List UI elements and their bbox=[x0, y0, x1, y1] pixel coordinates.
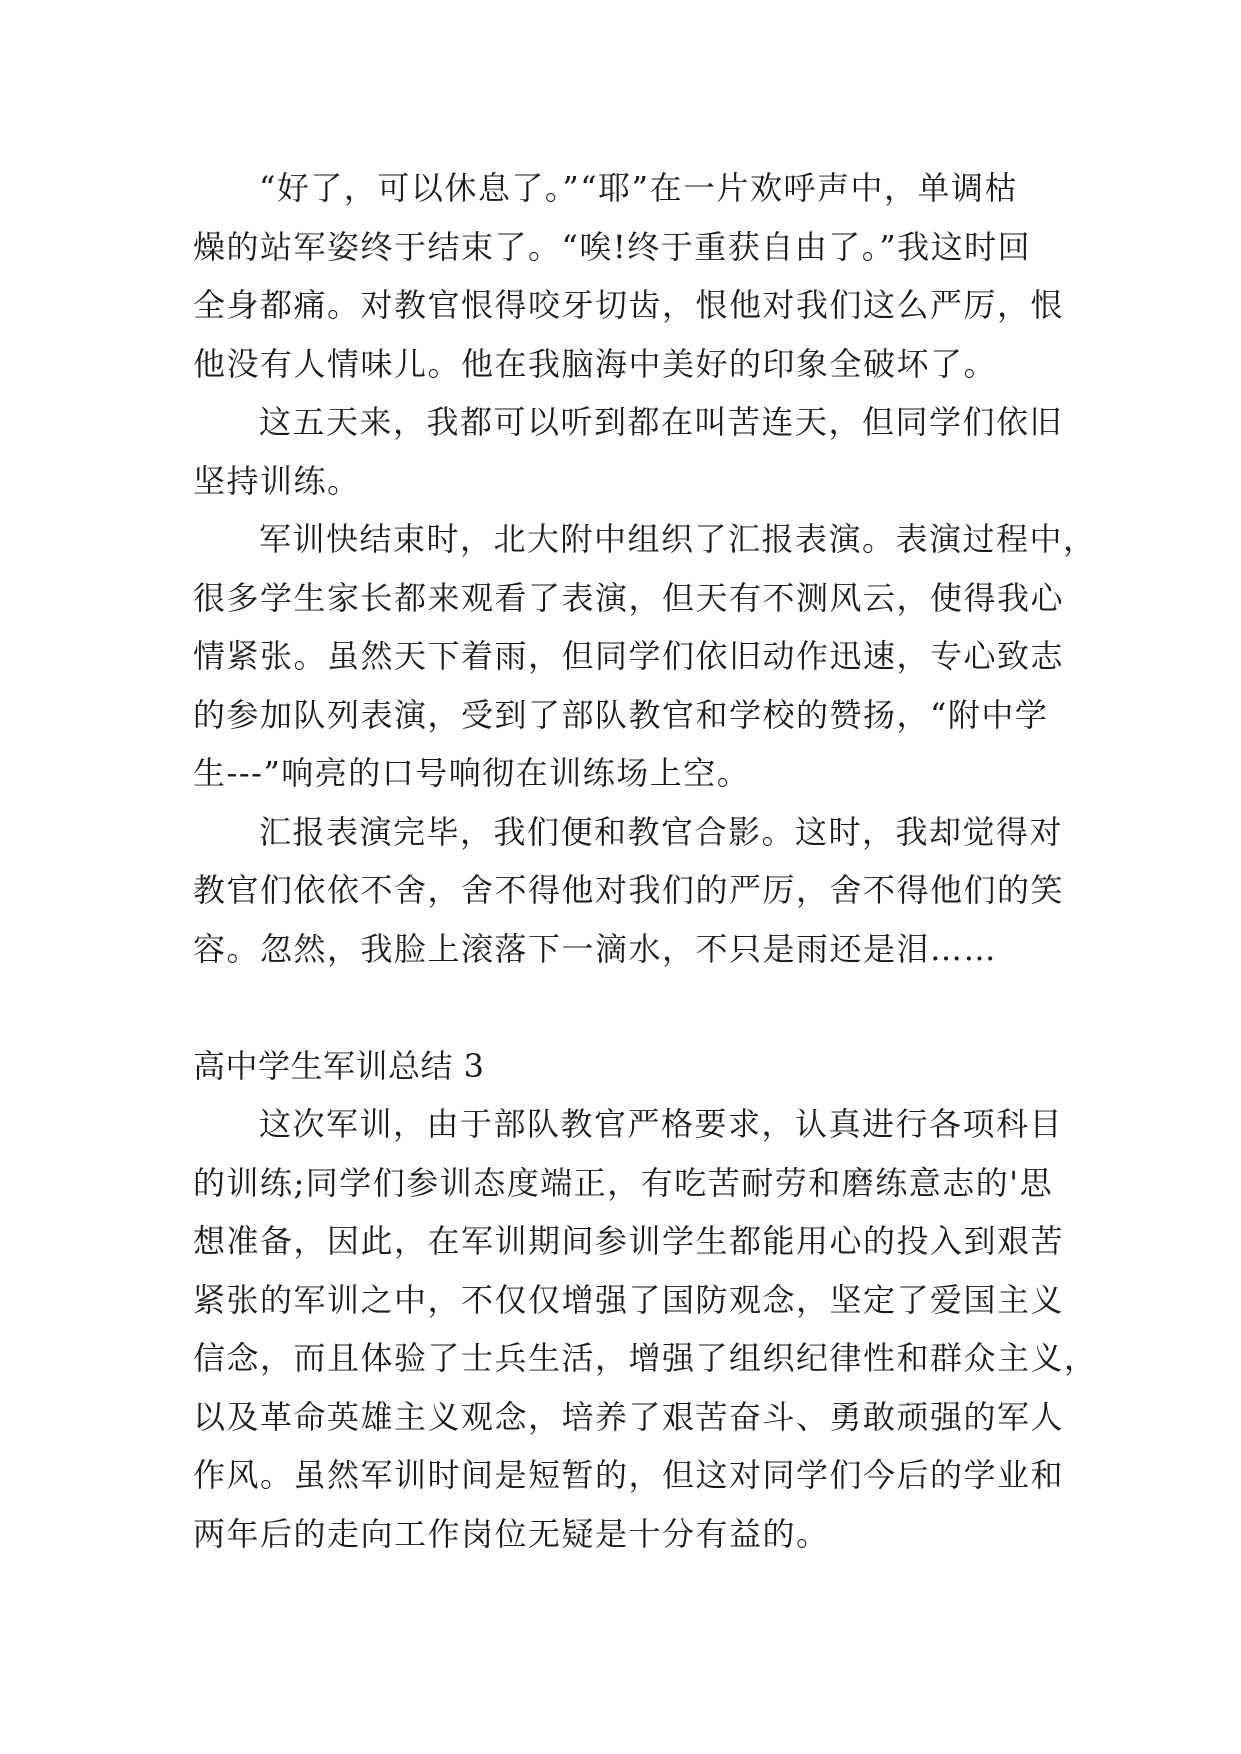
text-line: 想准备，因此，在军训期间参训学生都能用心的投入到艰苦 bbox=[193, 1222, 1065, 1260]
text-line: 这五天来，我都可以听到都在叫苦连天，但同学们依旧 bbox=[259, 403, 1064, 441]
text-line: 容。忽然，我脸上滚落下一滴水，不只是雨还是泪…… bbox=[193, 929, 998, 968]
text-line: 以及革命英雄主义观念，培养了艰苦奋斗、勇敢顽强的军人 bbox=[193, 1397, 1065, 1436]
text-line: 军训快结束时，北大附中组织了汇报表演。表演过程中， bbox=[259, 520, 1097, 558]
text-line: 教官们依依不舍，舍不得他对我们的严厉，舍不得他们的笑 bbox=[193, 871, 1065, 909]
text-line: 生---”响亮的口号响彻在训练场上空。 bbox=[193, 754, 751, 792]
text-line: 的训练;同学们参训态度端正，有吃苦耐劳和磨练意志的'思 bbox=[193, 1163, 1054, 1202]
text-line: 的参加队列表演，受到了部队教官和学校的赞扬，“附中学 bbox=[193, 695, 1049, 734]
paragraph-gap bbox=[193, 978, 1053, 1037]
paragraph bbox=[193, 1095, 1098, 1563]
text-line: 紧张的军训之中，不仅仅增强了国防观念，坚定了爱国主义 bbox=[193, 1280, 1065, 1319]
text-line: 两年后的走向工作岗位无疑是十分有益的。 bbox=[193, 1514, 830, 1553]
paragraph bbox=[193, 159, 1065, 393]
text-line: 信念，而且体验了士兵生活，增强了组织纪律性和群众主义， bbox=[193, 1339, 1098, 1377]
text-line: 坚持训练。 bbox=[193, 461, 361, 500]
section-heading: 高中学生军训总结 3 bbox=[193, 1046, 485, 1085]
text-line: 汇报表演完毕，我们便和教官合影。这时，我却觉得对 bbox=[259, 812, 1064, 851]
text-line: “好了，可以休息了。”“耶”在一片欢呼声中，单调枯 bbox=[259, 169, 1018, 207]
text-line: 燥的站军姿终于结束了。“唉!终于重获自由了。”我这时回 bbox=[193, 227, 1032, 266]
document-body bbox=[193, 159, 1098, 1563]
text-line: 全身都痛。对教官恨得咬牙切齿，恨他对我们这么严厉，恨 bbox=[193, 286, 1065, 324]
paragraph bbox=[193, 803, 1065, 979]
text-line: 作风。虽然军训时间是短暂的，但这对同学们今后的学业和 bbox=[193, 1456, 1065, 1494]
text-line: 他没有人情味儿。他在我脑海中美好的印象全破坏了。 bbox=[193, 344, 998, 383]
text-line: 情紧张。虽然天下着雨，但同学们依旧动作迅速，专心致志 bbox=[193, 637, 1065, 675]
text-line: 这次军训，由于部队教官严格要求，认真进行各项科目 bbox=[259, 1105, 1064, 1143]
text-line: 很多学生家长都来观看了表演，但天有不测风云，使得我心 bbox=[193, 578, 1065, 617]
paragraph bbox=[193, 393, 1064, 510]
paragraph bbox=[193, 510, 1097, 803]
